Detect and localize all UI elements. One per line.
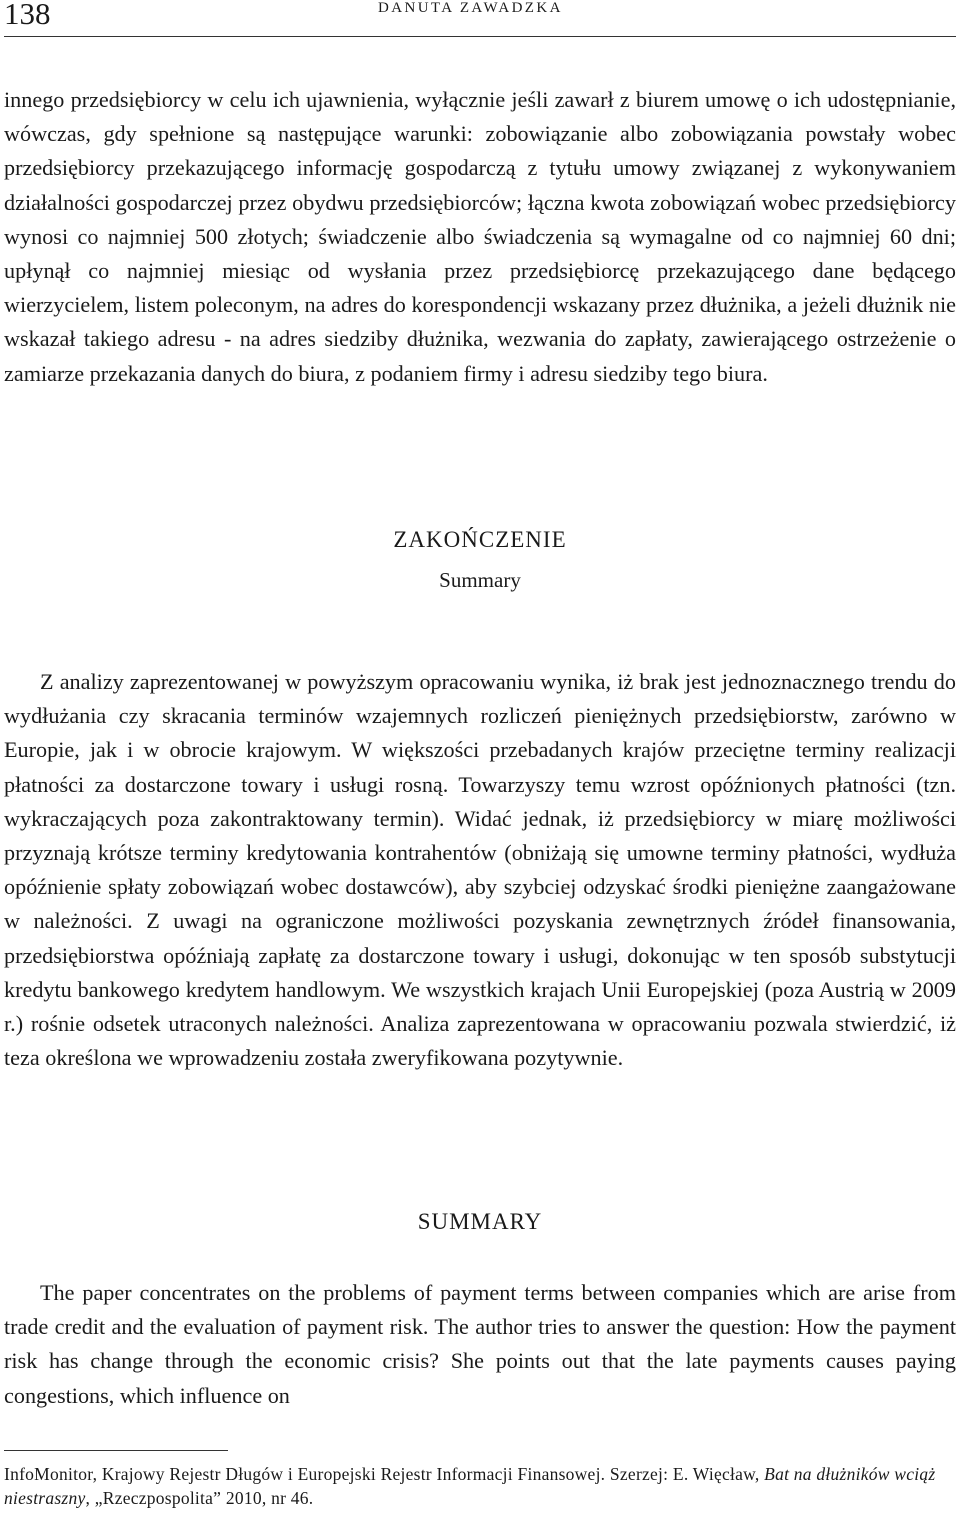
- document-page: [4, 0, 956, 1508]
- footnote-text: InfoMonitor, Krajowy Rejestr Długów i Europejski Rejestr Informacji Finansowej. Szerzej: E. Więcław,: [4, 1464, 765, 1484]
- footnote: [4, 1462, 956, 1510]
- conclusion-subheading: Summary: [439, 568, 521, 592]
- footnote-source: , „Rzeczpospolita” 2010, nr 46.: [85, 1488, 314, 1508]
- summary-heading: SUMMARY: [417, 1209, 543, 1234]
- footnote-title: Bat na dłużników wciąż niestraszny: [4, 1464, 936, 1508]
- page-header: [4, 0, 956, 37]
- conclusion-heading: ZAKOŃCZENIE: [393, 527, 567, 552]
- footnote-rule: [4, 1450, 228, 1451]
- intro-paragraph: innego przedsiębiorcy w celu ich ujawnienia, wyłącznie jeśli zawarł z biurem umowę o ich udostępnianie, wówczas, gdy spełnione są następujące warunki: zobowiązanie albo zobowiązania powstały wobec przedsiębiorcy przekazującego informację gospodarczą z tytułu umowy związanej z wykonywaniem działalności gospodarczej przez obydwu przedsiębiorców; łączna kwota zobowiązań wobec przedsiębiorcy wynosi co najmniej 500 złotych; świadczenie albo świadczenia są wymagalne od co najmniej 60 dni; upłynął co najmniej miesiąc od wysłania przez przedsiębiorcę przekazującego dane będącego wierzycielem, listem poleconym, na adres do korespondencji wskazany przez dłużnika, a jeżeli dłużnik nie wskazał takiego adresu - na adres siedziby dłużnika, wezwania do zapłaty, zawierającego ostrzeżenie o zamiarze przekazania danych do biura, z podaniem firmy i adresu siedziby tego biura.: [4, 87, 956, 386]
- summary-paragraph: The paper concentrates on the problems of payment terms between companies which are arise from trade credit and the evaluation of payment risk. The author tries to answer the question: How the payment risk has change through the economic crisis? She points out that the late payments causes paying congestions, which influence on: [4, 1280, 956, 1408]
- page-number: 138: [4, 0, 51, 31]
- conclusion-paragraph: Z analizy zaprezentowanej w powyższym opracowaniu wynika, iż brak jest jednoznacznego trendu do wydłużania czy skracania terminów wzajemnych rozliczeń pieniężnych przedsiębiorstw, zarówno w Europie, jak i w obrocie krajowym. W większości przebadanych krajów przeciętne terminy realizacji płatności za dostarczone towary i usługi rosną. Towarzyszy temu wzrost opóźnionych płatności (tzn. wykraczających poza zakontraktowany termin). Widać jednak, iż przedsiębiorcy w miarę możliwości przyznają krótsze terminy kredytowania kontrahentów (obniżają się umowne terminy płatności, wydłuża opóźnienie spłaty zobowiązań wobec dostawców), aby szybciej odzyskać środki pieniężne zaangażowane w należności. Z uwagi na ograniczone możliwości pozyskania zewnętrznych źródeł finansowania, przedsiębiorstwa opóźniają zapłatę za dostarczone towary i usługi, dokonując w ten sposób substytucji kredytu bankowego kredytem handlowym. We wszystkich krajach Unii Europejskiej (poza Austrią w 2009 r.) rośnie odsetek utraconych należności. Analiza zaprezentowana w opracowaniu pozwala stwierdzić, iż teza określona we wprowadzeniu została zweryfikowana pozytywnie.: [4, 669, 956, 1071]
- running-head: DANUTA ZAWADZKA: [378, 0, 563, 16]
